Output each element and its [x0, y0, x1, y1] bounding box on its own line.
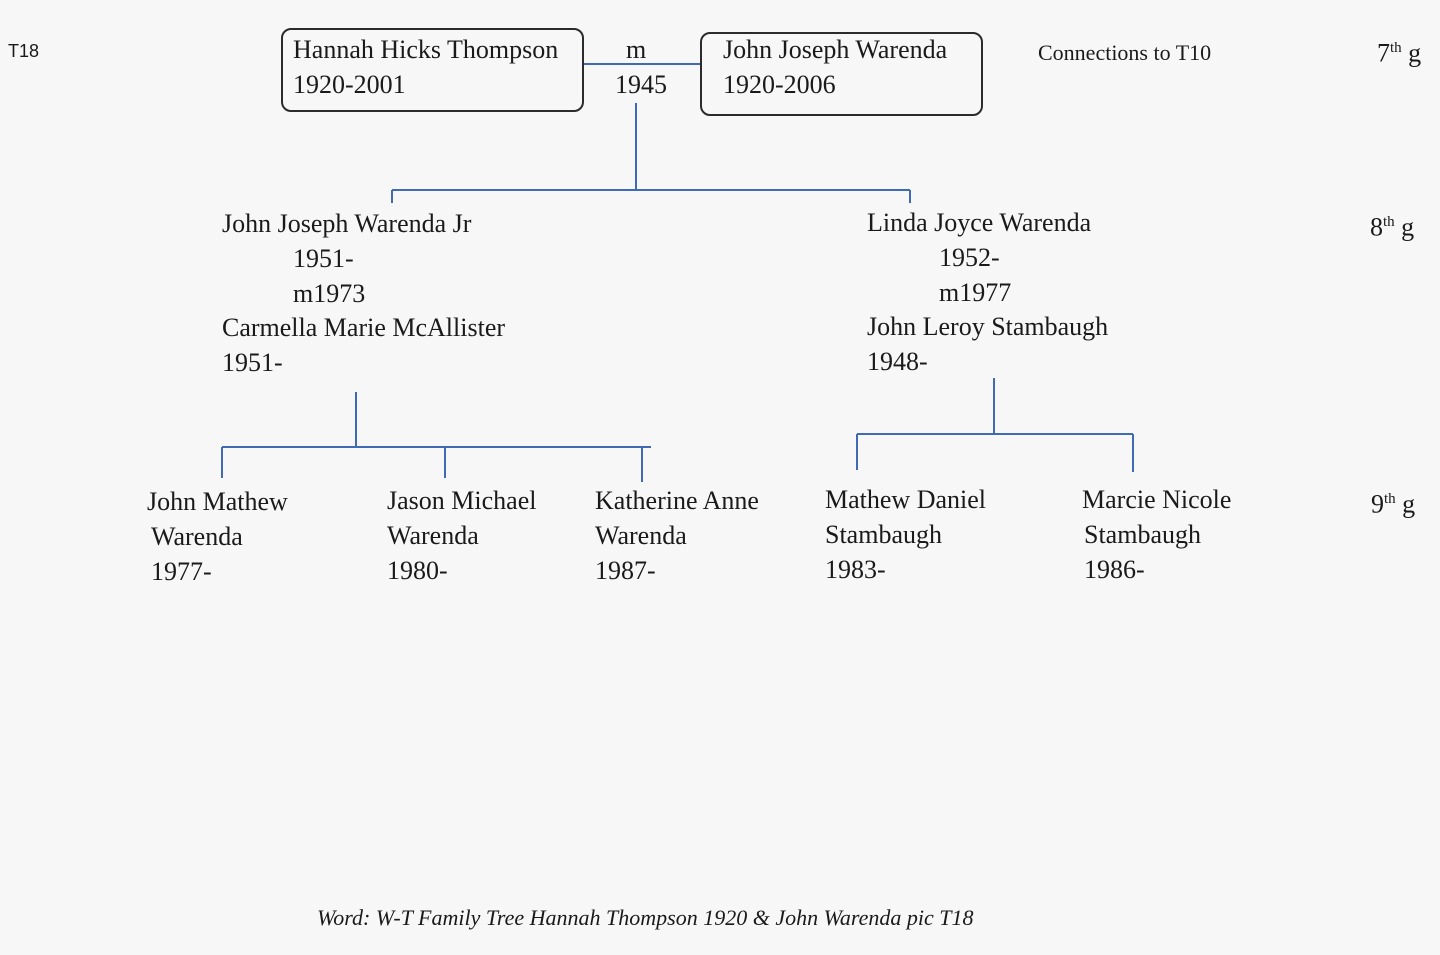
grandchild-name-line2: Warenda	[595, 521, 687, 550]
grandchild-name-line1: Marcie Nicole	[1082, 485, 1232, 514]
grandchild-dates: 1983-	[825, 555, 886, 584]
child-marriage: m1977	[939, 278, 1012, 307]
page-id: T18	[8, 41, 40, 61]
person-dates-left: 1920-2001	[293, 70, 406, 99]
document-caption: Word: W-T Family Tree Hannah Thompson 1920 & John Warenda pic T18	[317, 905, 974, 930]
grandchild-name-line2: Warenda	[151, 522, 243, 551]
grandchild-name-line1: John Mathew	[147, 487, 288, 516]
marriage-year: 1945	[615, 70, 667, 99]
grandchild-dates: 1977-	[151, 557, 212, 586]
spouse-name: Carmella Marie McAllister	[222, 313, 506, 342]
grandchild-name-line2: Stambaugh	[825, 520, 942, 549]
generation-label-9: 9th g	[1371, 489, 1416, 519]
spouse-dates: 1948-	[867, 347, 928, 376]
grandchild-name-line2: Warenda	[387, 521, 479, 550]
child-dates: 1952-	[939, 243, 1000, 272]
marriage-label: m	[626, 35, 647, 64]
spouse-name: John Leroy Stambaugh	[867, 312, 1109, 341]
grandchild-dates: 1980-	[387, 556, 448, 585]
person-name-left: Hannah Hicks Thompson	[293, 35, 559, 64]
child-dates: 1951-	[293, 244, 354, 273]
grandchild-name-line1: Katherine Anne	[595, 486, 759, 515]
header-note: Connections to T10	[1038, 40, 1212, 65]
person-name-right: John Joseph Warenda	[723, 35, 948, 64]
generation-label-8: 8th g	[1370, 212, 1415, 242]
child-marriage: m1973	[293, 279, 366, 308]
grandchild-name-line1: Mathew Daniel	[825, 485, 987, 514]
spouse-dates: 1951-	[222, 348, 283, 377]
grandchild-name-line1: Jason Michael	[387, 486, 537, 515]
generation-label-7: 7th g	[1377, 38, 1422, 68]
child-name: John Joseph Warenda Jr	[222, 209, 472, 238]
grandchild-name-line2: Stambaugh	[1084, 520, 1201, 549]
grandchild-dates: 1986-	[1084, 555, 1145, 584]
grandchild-dates: 1987-	[595, 556, 656, 585]
child-name: Linda Joyce Warenda	[867, 208, 1092, 237]
person-dates-right: 1920-2006	[723, 70, 836, 99]
